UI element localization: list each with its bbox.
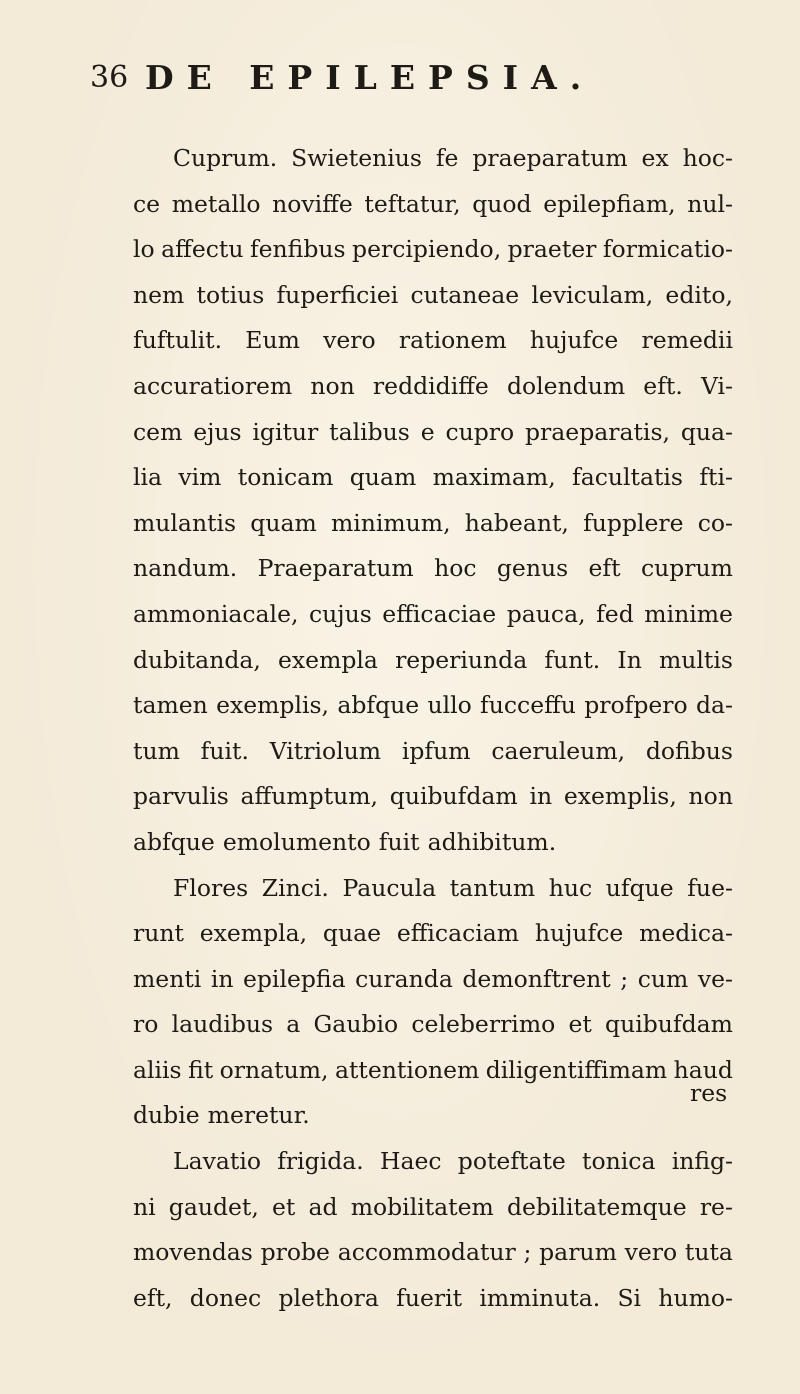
word: infig- bbox=[671, 1147, 733, 1176]
text-line bbox=[133, 546, 733, 592]
word: laudibus bbox=[171, 1010, 274, 1039]
word: quae bbox=[322, 919, 382, 948]
word: cuprum bbox=[640, 554, 733, 583]
word: epilepfia bbox=[242, 964, 346, 993]
word: Paucula bbox=[342, 873, 437, 902]
word: remedii bbox=[641, 326, 733, 355]
word: plethora bbox=[278, 1283, 379, 1312]
word: hoc- bbox=[682, 144, 733, 172]
text-line bbox=[133, 410, 733, 456]
word: ammoniacale, bbox=[133, 599, 299, 628]
word: movendas bbox=[133, 1238, 253, 1267]
word: hujufce bbox=[529, 326, 619, 355]
word: nandum. bbox=[133, 554, 238, 583]
text-line bbox=[133, 774, 733, 820]
word: totius bbox=[196, 280, 265, 309]
word: Si bbox=[617, 1283, 642, 1312]
word: donec bbox=[189, 1283, 262, 1312]
word: tum bbox=[133, 736, 180, 765]
text-line bbox=[133, 683, 733, 729]
word: ni bbox=[133, 1192, 156, 1221]
word: reperiunda bbox=[395, 645, 528, 674]
word: metallo bbox=[171, 189, 261, 218]
word: abfque bbox=[337, 691, 420, 720]
word: leviculam, bbox=[531, 280, 654, 309]
word: minimum, bbox=[330, 508, 451, 537]
word: profpero bbox=[584, 691, 688, 720]
word: accuratiorem bbox=[133, 371, 293, 400]
word: fupplere bbox=[583, 508, 684, 537]
word: meretur. bbox=[207, 1101, 310, 1130]
word: menti bbox=[133, 964, 202, 993]
word: epilepfiam, bbox=[543, 189, 676, 218]
word: affectu bbox=[161, 235, 244, 264]
text-line bbox=[133, 866, 733, 912]
word: quibufdam bbox=[605, 1010, 733, 1039]
word: cum bbox=[637, 964, 689, 993]
word: hoc bbox=[434, 554, 477, 583]
word: praeter bbox=[507, 235, 597, 264]
word: exempla bbox=[278, 645, 378, 674]
word: Swietenius bbox=[291, 144, 422, 172]
body-text bbox=[133, 136, 733, 1321]
word: ejus bbox=[193, 417, 242, 446]
word: nul- bbox=[687, 189, 733, 218]
text-line bbox=[133, 1002, 733, 1048]
word: igitur bbox=[252, 417, 319, 446]
word: probe bbox=[260, 1238, 330, 1267]
word: hujufce bbox=[534, 919, 624, 948]
word: medica- bbox=[639, 919, 733, 948]
word: fucceffu bbox=[480, 691, 576, 720]
word: adhibitum. bbox=[427, 827, 557, 856]
word: Vi- bbox=[700, 371, 733, 400]
text-line bbox=[133, 136, 733, 182]
word: ornatum, bbox=[219, 1055, 329, 1084]
word: cutaneae bbox=[410, 280, 520, 309]
text-line bbox=[133, 638, 733, 684]
word: percipiendo, bbox=[352, 235, 502, 264]
word: quod bbox=[472, 189, 532, 218]
word: ce bbox=[133, 189, 161, 218]
word: humo- bbox=[658, 1283, 733, 1312]
word: poteftate bbox=[457, 1147, 566, 1176]
word: minime bbox=[644, 599, 733, 628]
text-line bbox=[133, 501, 733, 547]
word: genus bbox=[496, 554, 569, 583]
word: reddidiffe bbox=[372, 371, 489, 400]
word: vim bbox=[178, 463, 222, 492]
word: re- bbox=[699, 1192, 733, 1221]
word: et bbox=[272, 1192, 296, 1221]
word: vero bbox=[323, 326, 376, 355]
word: emolumento bbox=[222, 827, 371, 856]
word: tuta bbox=[684, 1238, 733, 1267]
word: tamen bbox=[133, 691, 208, 720]
word: efficaciam bbox=[396, 919, 520, 948]
word: e bbox=[420, 417, 435, 446]
word: haud bbox=[673, 1055, 733, 1084]
text-line bbox=[133, 318, 733, 364]
text-line bbox=[133, 273, 733, 319]
page-title: DE EPILEPSIA. bbox=[145, 58, 595, 97]
word: Cuprum. bbox=[173, 144, 278, 172]
word: vero bbox=[624, 1238, 678, 1267]
text-line bbox=[133, 957, 733, 1003]
word: a bbox=[286, 1010, 301, 1039]
word: nem bbox=[133, 280, 185, 309]
word: ro bbox=[133, 1010, 159, 1039]
word: quibufdam bbox=[389, 782, 518, 811]
word: Gaubio bbox=[313, 1010, 399, 1039]
word: fuit bbox=[378, 827, 420, 856]
word: tonica bbox=[582, 1147, 656, 1176]
word: facultatis bbox=[572, 463, 683, 492]
word: dofibus bbox=[645, 736, 733, 765]
text-line bbox=[133, 1139, 733, 1185]
word: lo bbox=[133, 235, 155, 264]
word: praeparatum bbox=[472, 144, 628, 172]
text-line bbox=[133, 911, 733, 957]
word: rationem bbox=[398, 326, 507, 355]
word: runt bbox=[133, 919, 184, 948]
word: cupro bbox=[445, 417, 515, 446]
word: eft bbox=[588, 554, 621, 583]
word: mulantis bbox=[133, 508, 237, 537]
word: accommodatur bbox=[337, 1238, 516, 1267]
word: fti- bbox=[699, 463, 733, 492]
word: mobilitatem bbox=[350, 1192, 494, 1221]
word: multis bbox=[658, 645, 733, 674]
word: fuftulit. bbox=[133, 326, 223, 355]
word: Zinci. bbox=[261, 873, 329, 902]
word: noviffe bbox=[272, 189, 353, 218]
word: parum bbox=[539, 1238, 617, 1267]
word: dubitanda, bbox=[133, 645, 261, 674]
word: cujus bbox=[308, 599, 372, 628]
word: eft, bbox=[133, 1283, 173, 1312]
word: talibus bbox=[329, 417, 410, 446]
word: lia bbox=[133, 463, 163, 492]
word: ullo bbox=[427, 691, 472, 720]
word: gaudet, bbox=[168, 1192, 259, 1221]
text-line bbox=[133, 182, 733, 228]
text-line bbox=[133, 364, 733, 410]
word: Lavatio bbox=[173, 1147, 262, 1176]
running-head bbox=[90, 58, 730, 98]
word: fuperficiei bbox=[276, 280, 399, 309]
word: ad bbox=[308, 1192, 338, 1221]
word: fuit. bbox=[200, 736, 249, 765]
word: teftatur, bbox=[364, 189, 461, 218]
word: ipfum bbox=[401, 736, 471, 765]
word: in bbox=[529, 782, 553, 811]
word: ex bbox=[641, 144, 669, 172]
text-line bbox=[133, 1230, 733, 1276]
word: caeruleum, bbox=[491, 736, 626, 765]
word: exempla, bbox=[199, 919, 308, 948]
page-number: 36 bbox=[90, 60, 129, 95]
word: quam bbox=[250, 508, 317, 537]
word: tonicam bbox=[237, 463, 334, 492]
word: fit bbox=[188, 1055, 214, 1084]
word: pauca, bbox=[506, 599, 586, 628]
word: dubie bbox=[133, 1101, 200, 1130]
text-line bbox=[133, 227, 733, 273]
word: aliis bbox=[133, 1055, 182, 1084]
word: fenfibus bbox=[249, 235, 346, 264]
word: celeberrimo bbox=[411, 1010, 556, 1039]
word: non bbox=[688, 782, 733, 811]
word: eft. bbox=[643, 371, 683, 400]
word: frigida. bbox=[277, 1147, 364, 1176]
word: exemplis, bbox=[563, 782, 677, 811]
text-line bbox=[133, 455, 733, 501]
word: Vitriolum bbox=[269, 736, 382, 765]
word: habeant, bbox=[464, 508, 569, 537]
word: maximam, bbox=[432, 463, 556, 492]
text-line bbox=[133, 729, 733, 775]
text-line bbox=[133, 1185, 733, 1231]
word: fed bbox=[596, 599, 634, 628]
word: Flores bbox=[173, 873, 249, 902]
word: ufque bbox=[605, 873, 674, 902]
word: fe bbox=[435, 144, 459, 172]
word: ; bbox=[620, 964, 629, 993]
word: exemplis, bbox=[216, 691, 330, 720]
word: edito, bbox=[665, 280, 733, 309]
word: Haec bbox=[379, 1147, 442, 1176]
word: diligentiffimam bbox=[485, 1055, 668, 1084]
word: fue- bbox=[687, 873, 733, 902]
word: efficaciae bbox=[382, 599, 497, 628]
word: ve- bbox=[697, 964, 733, 993]
word: imminuta. bbox=[479, 1283, 601, 1312]
word: Eum bbox=[245, 326, 300, 355]
word: abfque bbox=[133, 827, 215, 856]
word: curanda bbox=[355, 964, 453, 993]
text-line bbox=[133, 1276, 733, 1322]
word: in bbox=[210, 964, 234, 993]
word: non bbox=[310, 371, 355, 400]
word: co- bbox=[697, 508, 733, 537]
text-line bbox=[133, 592, 733, 638]
word: debilitatemque bbox=[506, 1192, 687, 1221]
word: cem bbox=[133, 417, 183, 446]
word: da- bbox=[695, 691, 733, 720]
text-line bbox=[133, 1048, 733, 1094]
word: parvulis bbox=[133, 782, 229, 811]
word: ; bbox=[523, 1238, 532, 1267]
text-line bbox=[133, 1093, 733, 1139]
word: affumptum, bbox=[240, 782, 379, 811]
word: tantum bbox=[449, 873, 536, 902]
word: quam bbox=[349, 463, 417, 492]
catchword: res bbox=[690, 1079, 728, 1107]
word: qua- bbox=[680, 417, 733, 446]
word: funt. bbox=[544, 645, 601, 674]
word: fuerit bbox=[396, 1283, 463, 1312]
word: In bbox=[617, 645, 642, 674]
word: demonftrent bbox=[462, 964, 611, 993]
word: Praeparatum bbox=[257, 554, 414, 583]
word: et bbox=[568, 1010, 592, 1039]
word: attentionem bbox=[334, 1055, 480, 1084]
word: formicatio- bbox=[602, 235, 733, 264]
text-line bbox=[133, 820, 733, 866]
word: dolendum bbox=[506, 371, 626, 400]
word: huc bbox=[548, 873, 593, 902]
word: praeparatis, bbox=[525, 417, 670, 446]
